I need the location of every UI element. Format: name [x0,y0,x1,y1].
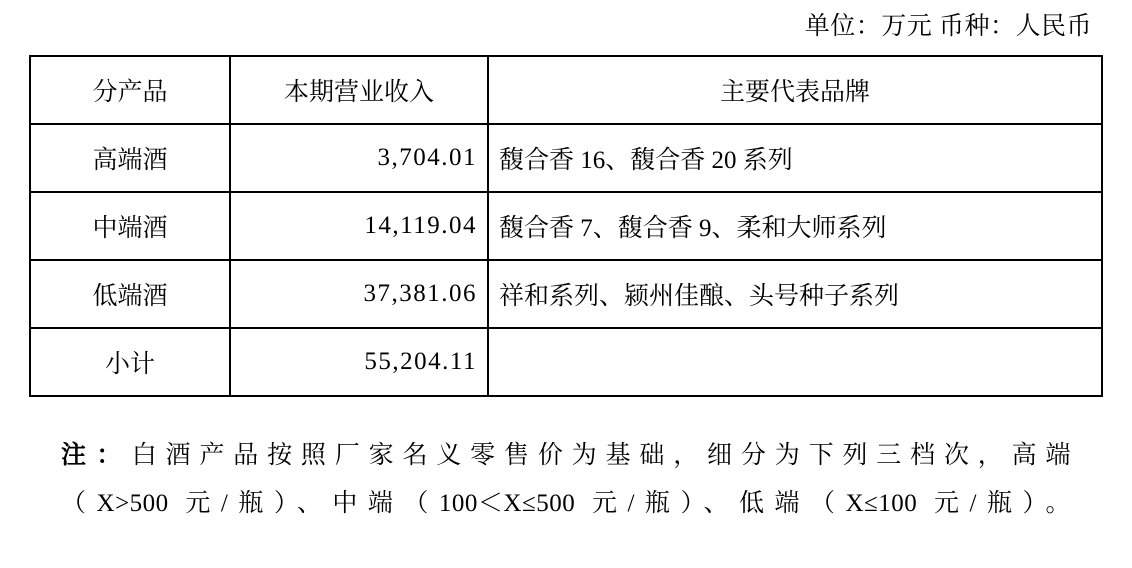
table-row [30,192,1102,260]
column-header-brands: 主要代表品牌 [488,56,1102,124]
cell-brands: 馥合香 7、馥合香 9、柔和大师系列 [488,192,1102,260]
cell-revenue: 55,204.11 [230,328,488,396]
revenue-by-product-table [29,55,1103,397]
cell-revenue: 14,119.04 [230,192,488,260]
table-row-total [30,328,1102,396]
cell-brands: 馥合香 16、馥合香 20 系列 [488,124,1102,192]
footnote-line-2: （X>500 元/瓶）、中端（100＜X≤500 元/瓶）、低端（X≤100 元/瓶）。 [61,490,1071,518]
table-row [30,260,1102,328]
table-header-row [30,56,1102,124]
cell-revenue: 37,381.06 [230,260,488,328]
cell-brands: 祥和系列、颍州佳酿、头号种子系列 [488,260,1102,328]
table-row [30,124,1102,192]
column-header-product: 分产品 [30,56,230,124]
cell-revenue: 3,704.01 [230,124,488,192]
footnote-lead: 注： [61,442,132,469]
cell-product: 小计 [30,328,230,396]
footnote-line-1 [61,433,1071,479]
footnote-text-1: 白酒产品按照厂家名义零售价为基础，细分为下列三档次，高端 [131,442,1071,469]
unit-currency-line: 单位：万元 币种：人民币 [804,13,1092,40]
column-header-revenue: 本期营业收入 [230,56,488,124]
cell-product: 中端酒 [30,192,230,260]
cell-product: 高端酒 [30,124,230,192]
footnote [61,433,1071,528]
cell-brands [488,328,1102,396]
cell-product: 低端酒 [30,260,230,328]
